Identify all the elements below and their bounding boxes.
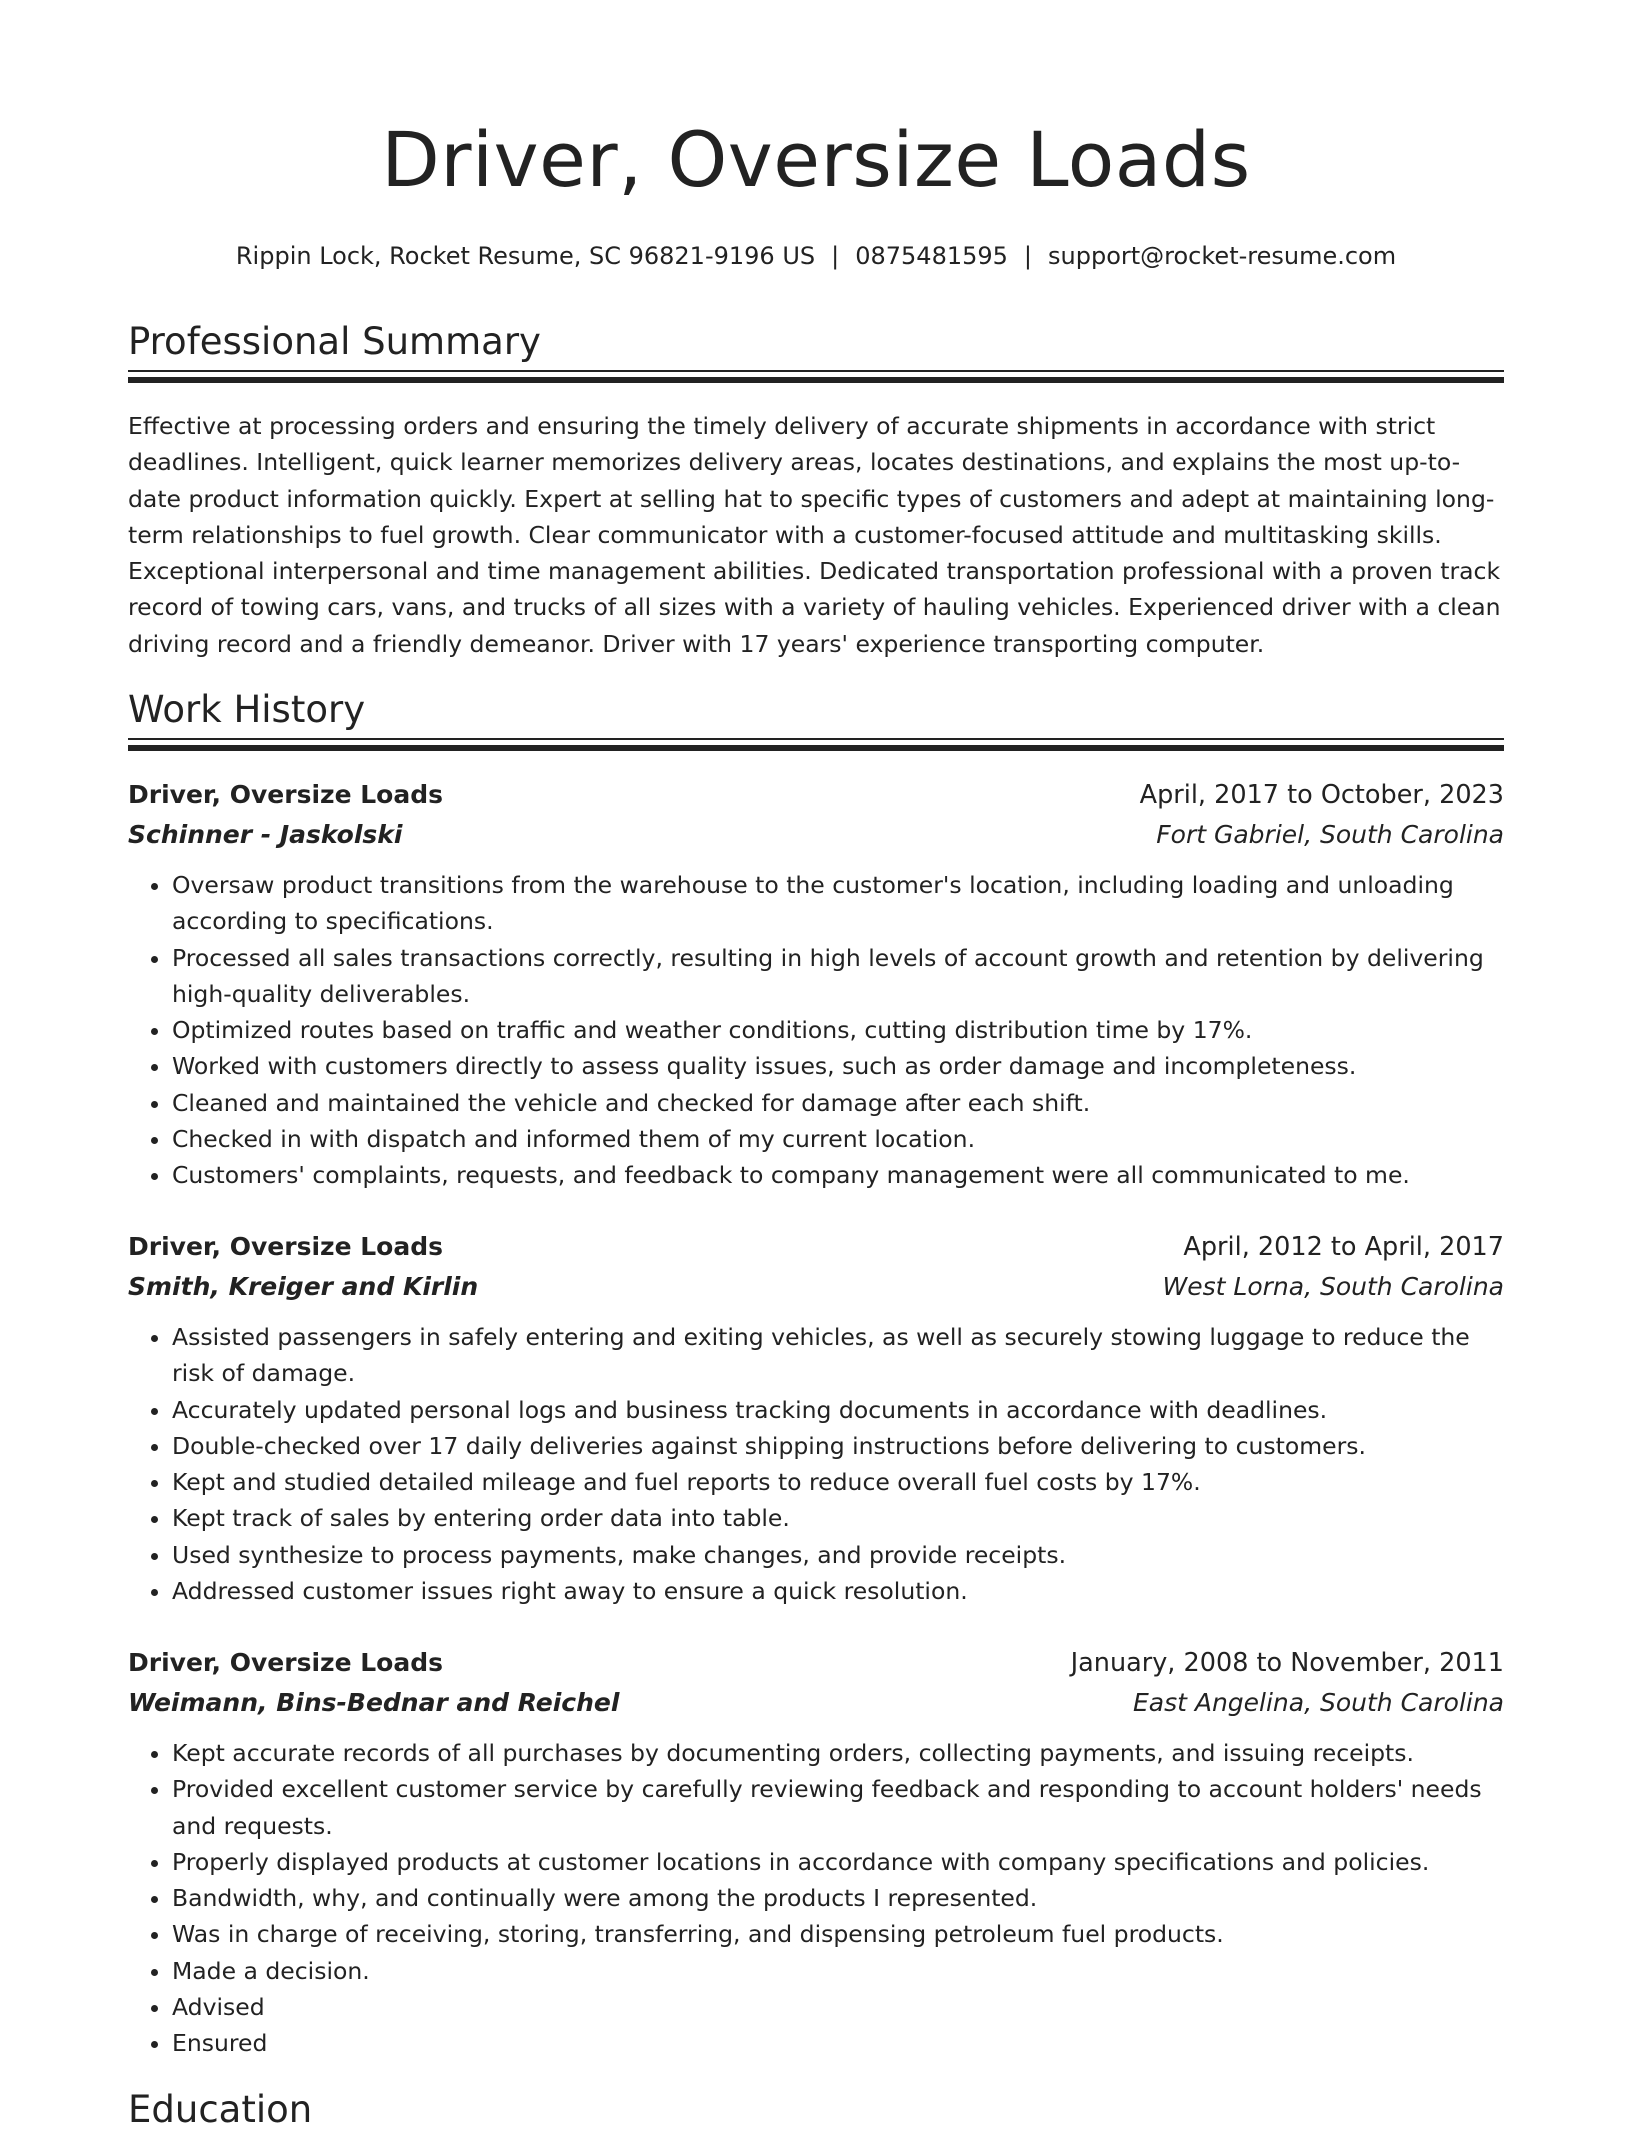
section-divider-thick xyxy=(128,745,1504,751)
job-header-row xyxy=(128,1227,1504,1267)
job-bullet: • Worked with customers directly to assess quality issues, such as order damage and incompleteness. xyxy=(172,1048,1504,1084)
job-company-row xyxy=(128,1267,1504,1307)
contact-phone: 0875481595 xyxy=(855,242,1008,270)
job-bullet: • Properly displayed products at customer locations in accordance with company specifications and policies. xyxy=(172,1844,1504,1880)
job-bullet: • Bandwidth, why, and continually were among the products I represented. xyxy=(172,1880,1504,1916)
work-section-header xyxy=(128,686,1504,751)
section-title-work: Work History xyxy=(128,688,366,731)
job-bullet: • Kept accurate records of all purchases by documenting orders, collecting payments, and issuing receipts. xyxy=(172,1735,1504,1771)
job-bullet: • Oversaw product transitions from the warehouse to the customer's location, including loading and unloading according to specifications. xyxy=(172,867,1504,940)
job-location: West Lorna, South Carolina xyxy=(1162,1272,1504,1301)
contact-separator: | xyxy=(1023,242,1033,270)
job-bullet: • Kept track of sales by entering order data into table. xyxy=(172,1500,1504,1536)
job-dates: April, 2017 to October, 2023 xyxy=(1139,780,1504,810)
contact-separator: | xyxy=(831,242,840,270)
job-header-row xyxy=(128,775,1504,815)
job-bullet: • Used synthesize to process payments, make changes, and provide receipts. xyxy=(172,1537,1504,1573)
job-bullet: • Cleaned and maintained the vehicle and checked for damage after each shift. xyxy=(172,1085,1504,1121)
job-bullet: • Addressed customer issues right away to ensure a quick resolution. xyxy=(172,1573,1504,1609)
job-title: Driver, Oversize Loads xyxy=(128,780,444,809)
education-section-header xyxy=(128,2086,1504,2134)
contact-line xyxy=(128,240,1504,272)
job-bullet: • Advised xyxy=(172,1989,1504,2025)
job-bullet: • Accurately updated personal logs and business tracking documents in accordance with deadlines. xyxy=(172,1392,1504,1428)
job-bullet: • Made a decision. xyxy=(172,1953,1504,1989)
job-bullet: • Optimized routes based on traffic and weather conditions, cutting distribution time by 17%. xyxy=(172,1012,1504,1048)
job-company-row xyxy=(128,815,1504,855)
job-location: Fort Gabriel, South Carolina xyxy=(1156,820,1504,849)
job-dates: April, 2012 to April, 2017 xyxy=(1183,1232,1504,1262)
job-company: Weimann, Bins-Bednar and Reichel xyxy=(128,1688,620,1717)
job-company: Schinner - Jaskolski xyxy=(128,820,403,849)
summary-text: Effective at processing orders and ensuring the timely delivery of accurate shipments in accordance with strict deadlines. Intelligent, quick learner memorizes delivery areas, locates destinations, and explains the most up-to-date product information quickly. Expert at selling hat to specific types of customers and adept at maintaining long-term relationships to fuel growth. Clear communicator with a customer-focused attitude and multitasking skills. Exceptional interpersonal and time management abilities. Dedicated transportation professional with a proven track record of towing cars, vans, and trucks of all sizes with a variety of hauling vehicles. Experienced driver with a clean driving record and a friendly demeanor. Driver with 17 years' experience transporting computer. xyxy=(128,412,1501,658)
section-divider-thin xyxy=(128,738,1504,740)
job-bullet-list xyxy=(128,867,1504,1194)
job-title: Driver, Oversize Loads xyxy=(128,1648,444,1677)
section-title-summary: Professional Summary xyxy=(128,320,541,363)
contact-email[interactable]: support@rocket-resume.com xyxy=(1048,242,1397,270)
job-bullet: • Double-checked over 17 daily deliveries against shipping instructions before delivering to customers. xyxy=(172,1428,1504,1464)
resume-title: Driver, Oversize Loads xyxy=(381,115,1251,204)
job-bullet: • Was in charge of receiving, storing, transferring, and dispensing petroleum fuel products. xyxy=(172,1916,1504,1952)
job-entry xyxy=(128,775,1504,1194)
job-dates: January, 2008 to November, 2011 xyxy=(1070,1648,1504,1678)
job-company-row xyxy=(128,1683,1504,1723)
job-bullet: • Provided excellent customer service by carefully reviewing feedback and responding to account holders' needs and requests. xyxy=(172,1771,1504,1844)
contact-address: Rippin Lock, Rocket Resume, SC 96821-9196 US xyxy=(235,242,816,270)
job-entry xyxy=(128,1643,1504,2062)
section-divider-thick xyxy=(128,377,1504,383)
job-header-row xyxy=(128,1643,1504,1683)
job-bullet-list xyxy=(128,1735,1504,2062)
job-bullet: • Customers' complaints, requests, and feedback to company management were all communicated to me. xyxy=(172,1157,1504,1193)
summary-section-header xyxy=(128,318,1504,383)
job-bullet: • Ensured xyxy=(172,2025,1504,2061)
job-bullet: • Checked in with dispatch and informed them of my current location. xyxy=(172,1121,1504,1157)
job-title: Driver, Oversize Loads xyxy=(128,1232,444,1261)
job-bullet: • Assisted passengers in safely entering and exiting vehicles, as well as securely stowing luggage to reduce the risk of damage. xyxy=(172,1319,1504,1392)
section-divider-thin xyxy=(128,370,1504,372)
job-location: East Angelina, South Carolina xyxy=(1132,1688,1504,1717)
job-entry xyxy=(128,1227,1504,1609)
section-title-education: Education xyxy=(128,2088,313,2131)
job-company: Smith, Kreiger and Kirlin xyxy=(128,1272,479,1301)
job-bullet: • Kept and studied detailed mileage and fuel reports to reduce overall fuel costs by 17%. xyxy=(172,1464,1504,1500)
job-bullet: • Processed all sales transactions correctly, resulting in high levels of account growth and retention by delivering high-quality deliverables. xyxy=(172,940,1504,1013)
job-bullet-list xyxy=(128,1319,1504,1609)
